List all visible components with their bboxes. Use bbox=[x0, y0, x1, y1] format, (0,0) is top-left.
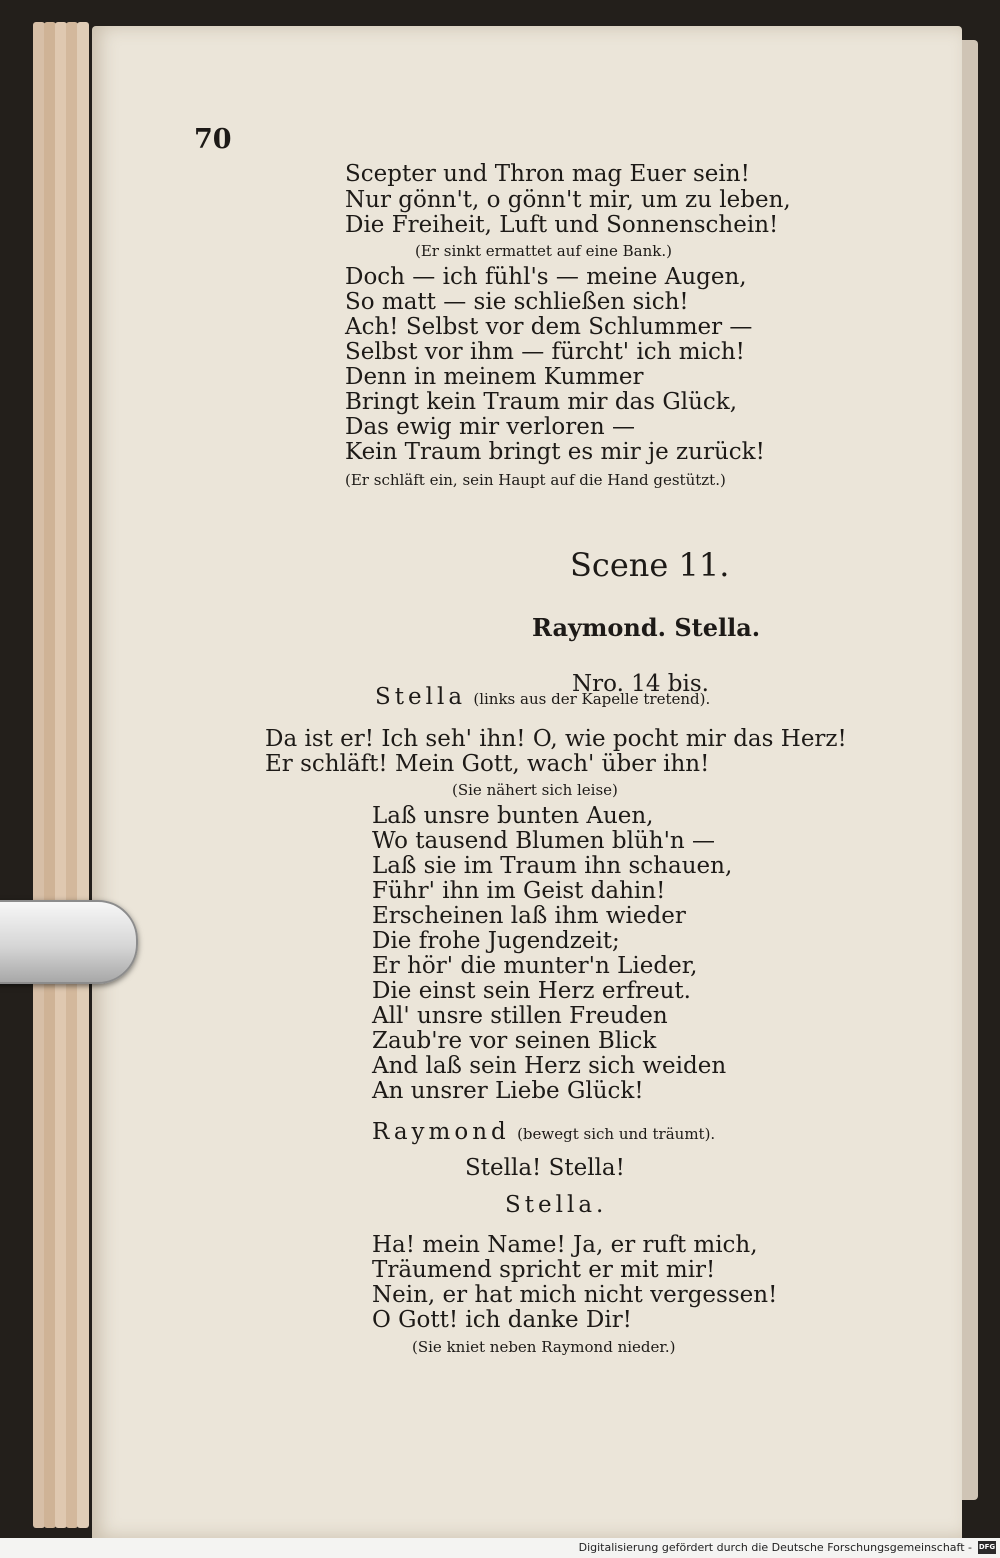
verse-line: Zaub're vor seinen Blick bbox=[372, 1028, 657, 1054]
verse-line: Führ' ihn im Geist dahin! bbox=[372, 878, 666, 904]
speaker-name: Stella. bbox=[505, 1192, 608, 1218]
verse-line: Laß sie im Traum ihn schauen, bbox=[372, 853, 733, 879]
digitization-credit: Digitalisierung gefördert durch die Deutsche Forschungsgemeinschaft - bbox=[578, 1541, 972, 1554]
verse-line: So matt — sie schließen sich! bbox=[345, 289, 689, 315]
stage-direction: (links aus der Kapelle tretend). bbox=[473, 690, 711, 708]
verse-line: Scepter und Thron mag Euer sein! bbox=[345, 161, 750, 187]
verse-line: Ha! mein Name! Ja, er ruft mich, bbox=[372, 1232, 758, 1258]
verse-line: And laß sein Herz sich weiden bbox=[372, 1053, 727, 1079]
stage-direction: (Sie nähert sich leise) bbox=[452, 781, 618, 799]
speaker-name: Raymond bbox=[372, 1119, 510, 1145]
verse-line: Wo tausend Blumen blüh'n — bbox=[372, 828, 716, 854]
page-edge bbox=[77, 22, 89, 1528]
verse-line: Laß unsre bunten Auen, bbox=[372, 803, 654, 829]
bookmark-tab bbox=[0, 900, 138, 984]
verse-line: Ach! Selbst vor dem Schlummer — bbox=[345, 314, 753, 340]
verse-line: Da ist er! Ich seh' ihn! O, wie pocht mir das Herz! bbox=[265, 726, 847, 752]
verse-line: O Gott! ich danke Dir! bbox=[372, 1307, 632, 1333]
verse-line: Träumend spricht er mit mir! bbox=[372, 1257, 716, 1283]
number-heading: Nro. 14 bis. bbox=[572, 671, 709, 697]
stage-direction: (Sie kniet neben Raymond nieder.) bbox=[412, 1338, 676, 1356]
verse-line: Die Freiheit, Luft und Sonnenschein! bbox=[345, 212, 779, 238]
verse-line: Bringt kein Traum mir das Glück, bbox=[345, 389, 738, 415]
scene-characters: Raymond. Stella. bbox=[532, 613, 761, 642]
verse-line: Denn in meinem Kummer bbox=[345, 364, 644, 390]
verse-line: Kein Traum bringt es mir je zurück! bbox=[345, 439, 765, 465]
page-number: 70 bbox=[194, 124, 232, 155]
scene-title: Scene 11. bbox=[570, 546, 730, 584]
verse-line: Doch — ich fühl's — meine Augen, bbox=[345, 264, 747, 290]
stage-direction: (Er schläft ein, sein Haupt auf die Hand gestützt.) bbox=[345, 471, 726, 489]
verse-line: An unsrer Liebe Glück! bbox=[372, 1078, 644, 1104]
verse-line: Das ewig mir verloren — bbox=[345, 414, 635, 440]
verse-line: Nein, er hat mich nicht vergessen! bbox=[372, 1282, 778, 1308]
verse-line: Stella! Stella! bbox=[465, 1155, 625, 1181]
verse-line: All' unsre stillen Freuden bbox=[372, 1003, 668, 1029]
verse-line: Selbst vor ihm — fürcht' ich mich! bbox=[345, 339, 745, 365]
verse-line: Die einst sein Herz erfreut. bbox=[372, 978, 691, 1004]
book-page bbox=[92, 26, 962, 1538]
speaker-heading bbox=[372, 1119, 715, 1148]
dfg-logo: DFG bbox=[978, 1541, 996, 1554]
stage-direction: (Er sinkt ermattet auf eine Bank.) bbox=[415, 242, 672, 260]
verse-line: Nur gönn't, o gönn't mir, um zu leben, bbox=[345, 187, 791, 213]
stage-direction: (bewegt sich und träumt). bbox=[517, 1125, 716, 1143]
speaker-name: Stella bbox=[375, 684, 467, 710]
verse-line: Die frohe Jugendzeit; bbox=[372, 928, 620, 954]
verse-line: Er schläft! Mein Gott, wach' über ihn! bbox=[265, 751, 710, 777]
verse-line: Er hör' die munter'n Lieder, bbox=[372, 953, 698, 979]
speaker-heading bbox=[375, 684, 710, 713]
verse-line: Erscheinen laß ihm wieder bbox=[372, 903, 686, 929]
